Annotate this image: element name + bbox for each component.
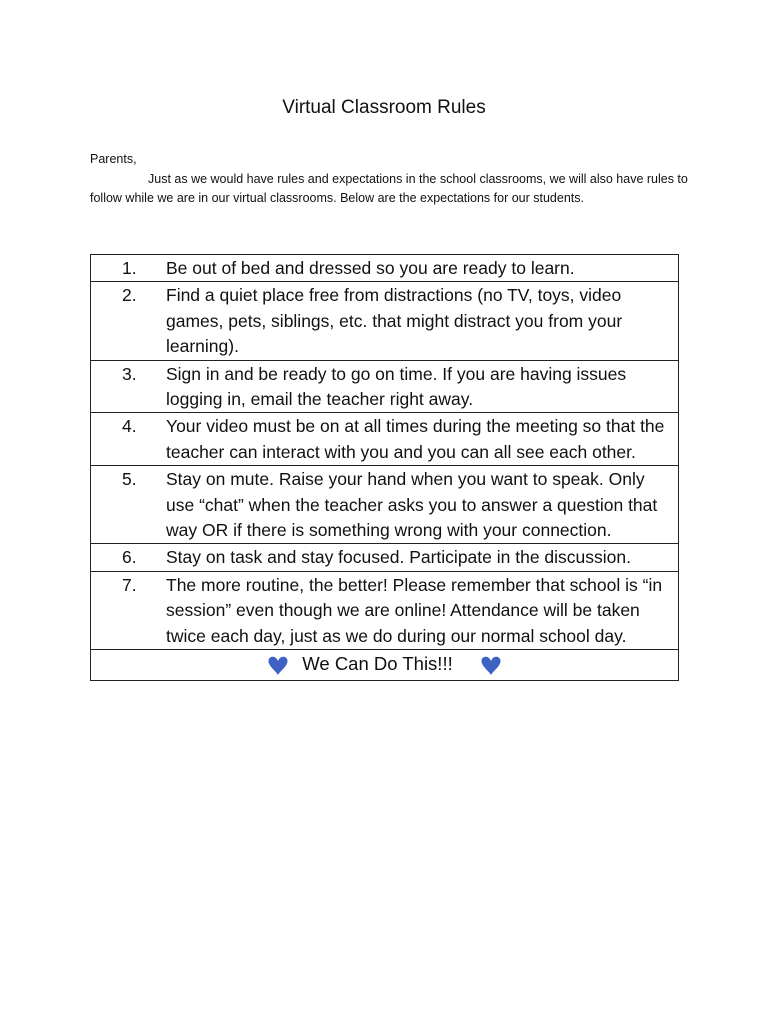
table-row (91, 544, 679, 571)
rule-text: The more routine, the better! Please remember that school is “in session” even though we are online! Attendance will be taken twice each day, just as we do during our normal school day. (166, 571, 679, 649)
rule-number: 7. (122, 574, 137, 595)
footer-text: We Can Do This!!! (302, 653, 453, 675)
table-row (91, 466, 679, 544)
rule-text: Stay on mute. Raise your hand when you want to speak. Only use “chat” when the teacher asks you to answer a question that way OR if there is something wrong with your connection. (166, 466, 679, 544)
table-row (91, 571, 679, 649)
heart-icon (480, 654, 502, 676)
rule-number: 4. (122, 416, 137, 437)
intro-paragraph (90, 150, 690, 209)
table-row (91, 413, 679, 466)
rule-text: Find a quiet place free from distractions (no TV, toys, video games, pets, siblings, etc. that might distract you from your learning). (166, 282, 679, 360)
rule-text: Your video must be on at all times during the meeting so that the teacher can interact with you and you can all see each other. (166, 413, 679, 466)
footer-row (91, 650, 679, 681)
rule-text: Be out of bed and dressed so you are ready to learn. (166, 255, 679, 282)
table-row (91, 282, 679, 360)
rule-number: 6. (122, 547, 137, 568)
rule-number: 5. (122, 469, 137, 490)
table-row (91, 360, 679, 413)
heart-icon (267, 654, 289, 676)
table-row (91, 255, 679, 282)
footer-cell (91, 650, 679, 681)
rule-number: 3. (122, 363, 137, 384)
rule-number: 1. (122, 258, 137, 278)
rules-table (90, 254, 679, 681)
rule-text: Sign in and be ready to go on time. If you are having issues logging in, email the teacher right away. (166, 360, 679, 413)
rule-text: Stay on task and stay focused. Participate in the discussion. (166, 544, 679, 571)
salutation: Parents, (90, 152, 137, 166)
page-title: Virtual Classroom Rules (282, 97, 486, 118)
rule-number: 2. (122, 285, 137, 306)
intro-text: Just as we would have rules and expectations in the school classrooms, we will also have rules to follow while we are in our virtual classrooms. Below are the expectations for our students. (90, 171, 688, 205)
